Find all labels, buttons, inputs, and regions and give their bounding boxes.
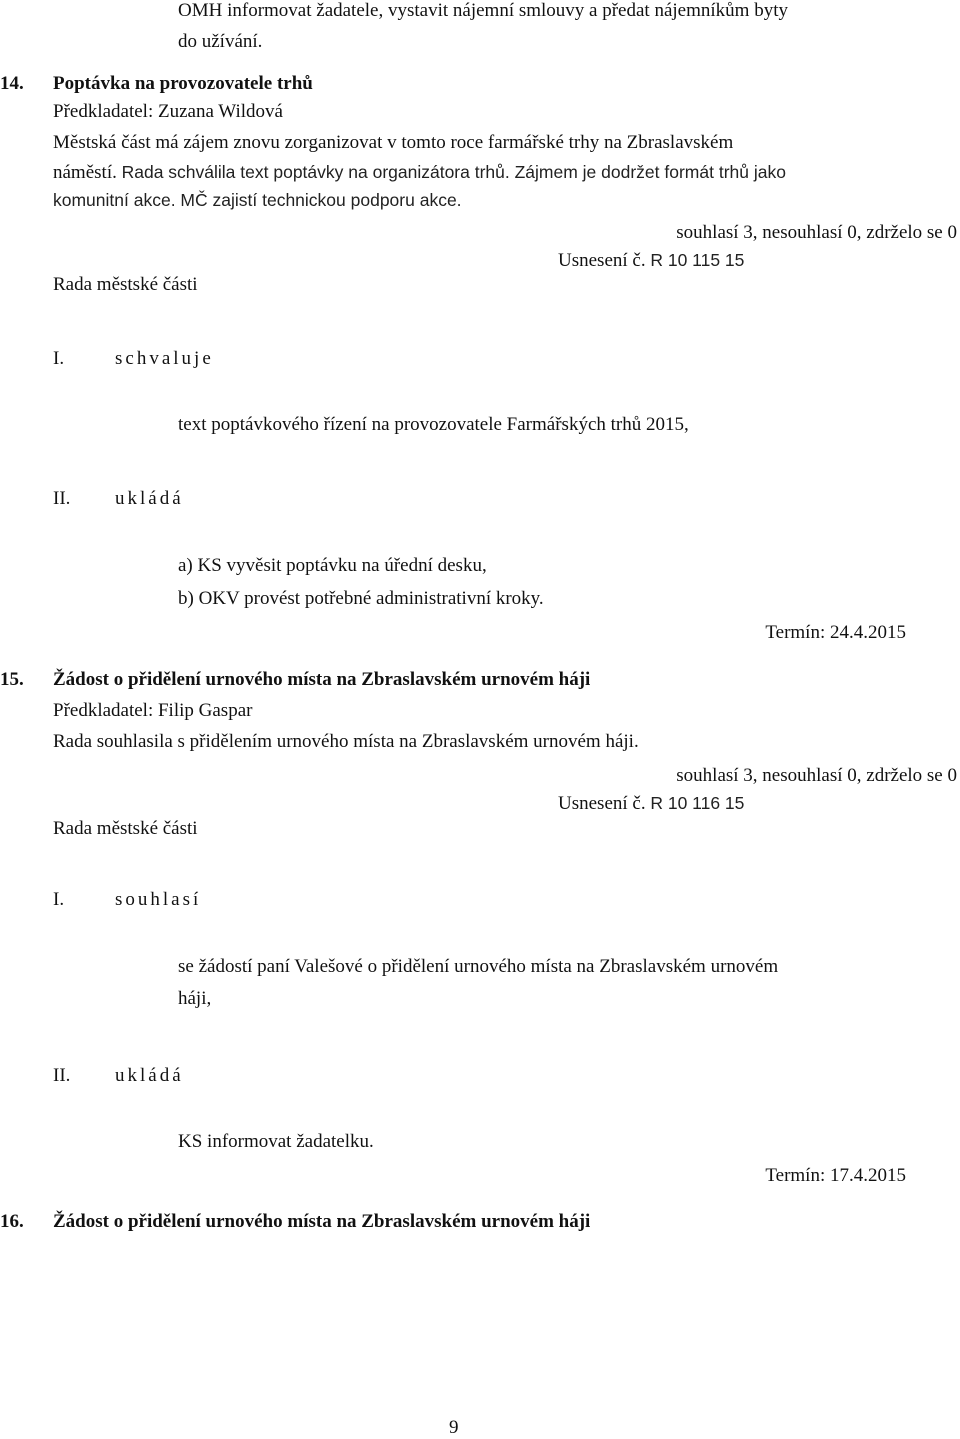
- item-15-section-2-number: II.: [53, 1065, 71, 1086]
- item-15-section-1-text-line-2: háji,: [178, 988, 212, 1009]
- item-16-title: Žádost o přidělení urnového místa na Zbraslavském urnovém háji: [53, 1211, 591, 1232]
- item-14-section-1-text: text poptávkového řízení na provozovatele Farmářských trhů 2015,: [178, 414, 689, 435]
- item-14-section-1-number: I.: [53, 348, 65, 369]
- item-15-section-2-text: KS informovat žadatelku.: [178, 1131, 374, 1152]
- item-14-desc-line-2b: Rada schválila text poptávky na organizátora trhů. Zájmem je dodržet formát trhů jako: [121, 162, 786, 182]
- item-14-vote: souhlasí 3, nesouhlasí 0, zdrželo se 0: [676, 222, 957, 243]
- item-15-section-1-text-line-1: se žádostí paní Valešové o přidělení urnového místa na Zbraslavském urnovém: [178, 956, 779, 977]
- item-14-submitter: Předkladatel: Zuzana Wildová: [53, 101, 283, 122]
- item-15-title: Žádost o přidělení urnového místa na Zbraslavském urnovém háji: [53, 669, 591, 690]
- item-15-resolution-label: Usnesení č.: [558, 793, 646, 814]
- item-15-section-2-verb: ukládá: [115, 1065, 184, 1086]
- item-14-section-2-a: a) KS vyvěsit poptávku na úřední desku,: [178, 555, 487, 576]
- item-14-resolution-label: Usnesení č.: [558, 250, 646, 271]
- item-14-resolution-number: R 10 115 15: [650, 250, 745, 270]
- item-14-title: Poptávka na provozovatele trhů: [53, 73, 313, 94]
- item-14-desc-line-2a: náměstí.: [53, 162, 122, 183]
- item-15-resolution: [558, 792, 744, 815]
- item-15-number: 15.: [0, 669, 24, 690]
- item-14-desc-line-2: [53, 161, 786, 184]
- item-14-desc-line-3: komunitní akce. MČ zajistí technickou podporu akce.: [53, 190, 462, 210]
- item-15-submitter: Předkladatel: Filip Gaspar: [53, 700, 253, 721]
- item-15-resolution-number: R 10 116 15: [650, 793, 745, 813]
- item-14-section-2-number: II.: [53, 488, 71, 509]
- item-15-section-1-number: I.: [53, 889, 65, 910]
- item-14-council: Rada městské části: [53, 274, 198, 295]
- page-number: 9: [449, 1417, 459, 1438]
- item-15-section-1-verb: souhlasí: [115, 889, 202, 910]
- item-15-vote: souhlasí 3, nesouhlasí 0, zdrželo se 0: [676, 765, 957, 786]
- item-14-number: 14.: [0, 73, 24, 94]
- intro-line-1: OMH informovat žadatele, vystavit nájemní smlouvy a předat nájemníkům byty: [178, 0, 788, 21]
- item-15-desc: Rada souhlasila s přidělením urnového místa na Zbraslavském urnovém háji.: [53, 731, 639, 752]
- item-14-section-2-b: b) OKV provést potřebné administrativní kroky.: [178, 588, 544, 609]
- item-15-deadline: Termín: 17.4.2015: [765, 1165, 906, 1186]
- item-14-section-1-verb: schvaluje: [115, 348, 214, 369]
- item-15-council: Rada městské části: [53, 818, 198, 839]
- item-16-number: 16.: [0, 1211, 24, 1232]
- item-14-resolution: [558, 249, 744, 272]
- item-14-deadline: Termín: 24.4.2015: [765, 622, 906, 643]
- item-14-section-2-verb: ukládá: [115, 488, 184, 509]
- item-14-desc-line-1: Městská část má zájem znovu zorganizovat v tomto roce farmářské trhy na Zbraslavském: [53, 132, 734, 153]
- intro-line-2: do užívání.: [178, 31, 263, 52]
